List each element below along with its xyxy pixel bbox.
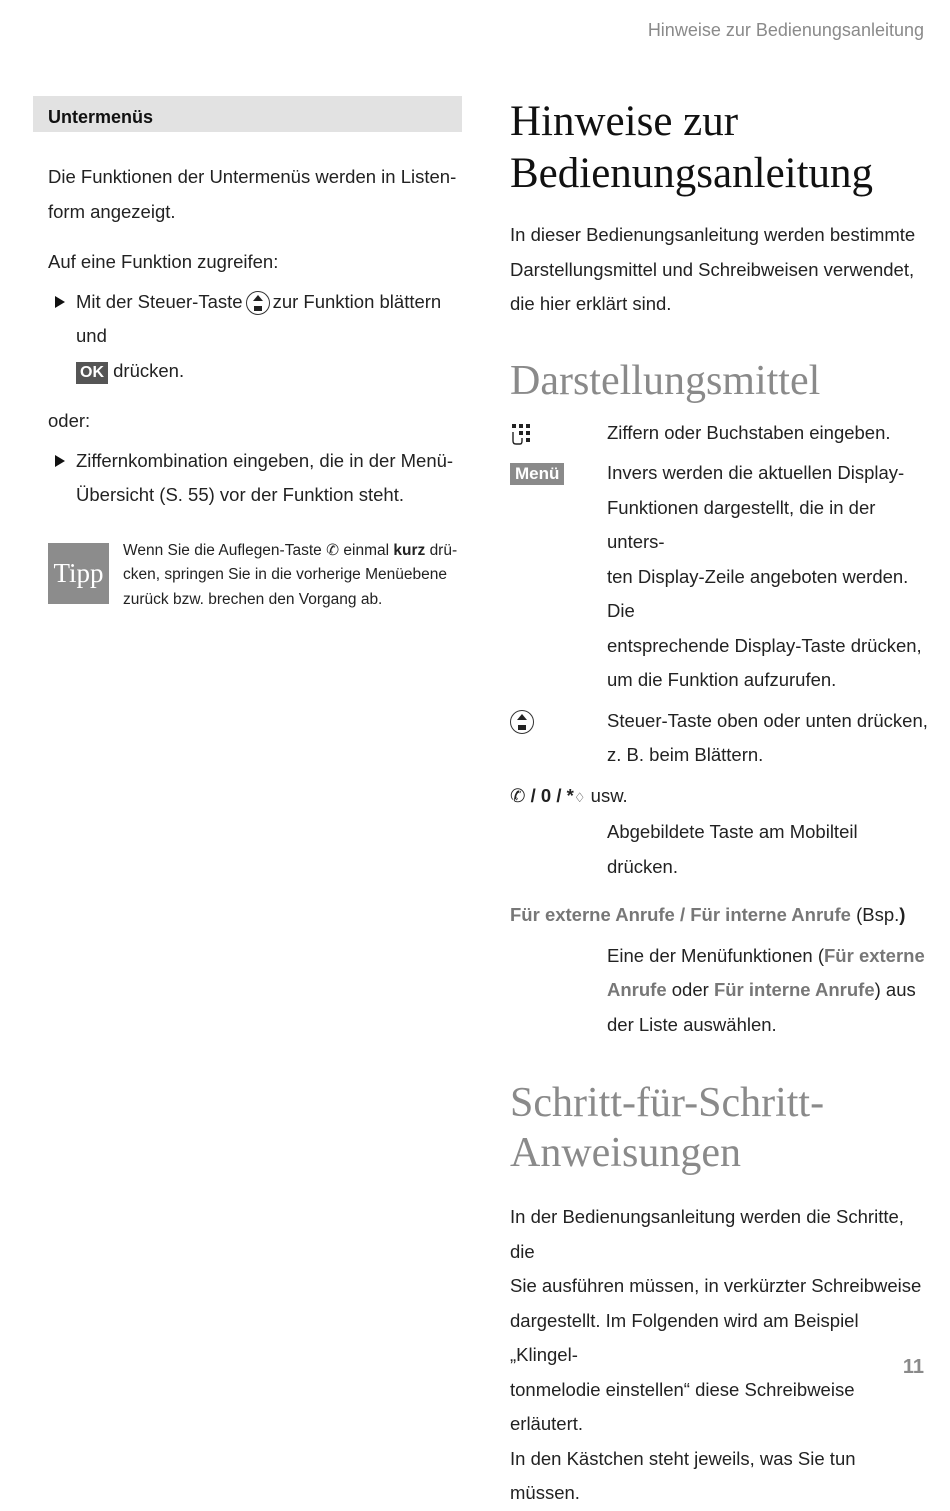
nav-key-icon (246, 291, 270, 315)
menu-key: Menü (510, 463, 564, 485)
legend-row-handset-keys: ✆ / 0 / *♢ usw. Abgebildete Taste am Mobilteil drücken. (510, 784, 858, 877)
ok-key: OK (76, 362, 108, 384)
legend-row-keypad: Ziffern oder Buchstaben eingeben. (510, 416, 930, 451)
submenu-intro: Die Funktionen der Untermenüs werden in Listen- form angezeigt. (48, 166, 457, 222)
tip-box (33, 539, 462, 609)
page-number: 11 (902, 1356, 924, 1378)
nav-key-icon (510, 710, 534, 734)
left-column (33, 96, 462, 609)
legend-row-menu-functions: Für externe Anrufe / Für interne Anrufe (Bsp.) Eine der Menüfunktionen (Für externe Anrufe oder Für interne Anrufe) aus der Liste auswählen. (510, 904, 925, 1035)
submenu-heading: Untermenüs (33, 96, 462, 132)
bullet-arrow-icon (55, 296, 65, 308)
right-column (510, 96, 930, 1511)
access-instruction: Auf eine Funktion zugreifen: (48, 251, 279, 272)
running-header: Hinweise zur Bedienungsanleitung (647, 20, 924, 40)
page-title: Hinweise zur Bedienungsanleitung (510, 98, 874, 197)
intro-paragraph: In dieser Bedienungsanleitung werden bestimmte Darstellungsmittel und Schreibweisen verwendet, die hier erklärt sind. (510, 224, 916, 314)
step-bullet-digits: Ziffernkombination eingeben, die in der Menü- Übersicht (S. 55) vor der Funktion steht. (33, 444, 462, 513)
steps-paragraph: In der Bedienungsanleitung werden die Schritte, die Sie ausführen müssen, in verkürzter Schreibweise dargestellt. Im Folgenden wird am Beispiel „Klingel- tonmelodie einstellen“ diese Schreibweise erläutert. In den Kästchen steht jeweils, was Sie tun müssen. (510, 1206, 922, 1503)
bullet-arrow-icon (55, 455, 65, 467)
tip-label: Tipp (48, 543, 109, 604)
legend-row-menu-key: Menü Invers werden die aktuellen Display- Funktionen dargestellt, die in der unters- ten Display-Zeile angeboten werden. Die entsprechende Display-Taste drücken, um die Funktion aufzurufen. (510, 456, 930, 698)
or-label: oder: (48, 410, 91, 431)
call-key-icon: ✆ (510, 784, 526, 806)
step-bullet-scroll: Mit der Steuer-Taste zur Funktion blättern und OK drücken. (33, 285, 462, 389)
section-heading-schritt: Schritt-für-Schritt- Anweisungen (510, 1080, 825, 1176)
star-bell-icon: ♢ (573, 789, 586, 805)
keypad-icon (510, 416, 534, 458)
legend-row-nav-key: Steuer-Taste oben oder unten drücken, z. B. beim Blättern. (510, 704, 930, 773)
end-call-key-icon: ✆ (326, 541, 340, 559)
tip-text: Wenn Sie die Auflegen-Taste ✆ einmal kurz drü- cken, springen Sie in die vorherige Menüebene zurück bzw. brechen den Vorgang ab. (123, 541, 458, 608)
section-heading-darstellungsmittel: Darstellungsmittel (510, 357, 821, 404)
